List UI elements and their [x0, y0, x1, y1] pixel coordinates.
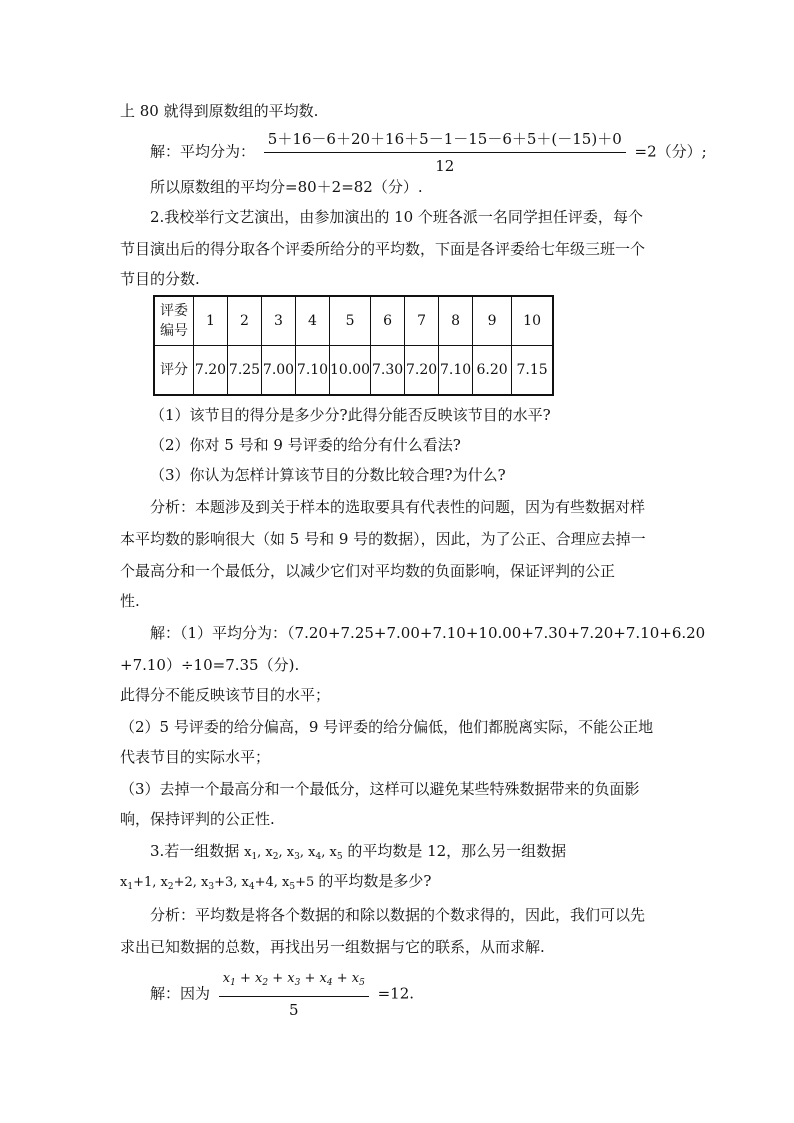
score-cell: 7.30 — [371, 346, 405, 396]
solution-result: =12. — [377, 984, 415, 1003]
score-cell: 7.10 — [439, 346, 473, 396]
text-line: 所以原数组的平均分=80＋2=82（分）. — [150, 178, 423, 196]
solution-line: 代表节目的实际水平； — [120, 748, 271, 766]
score-cell: 7.25 — [228, 346, 262, 396]
judge-number: 6 — [371, 296, 405, 346]
row-label: 评分 — [154, 346, 194, 396]
solution-line-1 — [150, 128, 707, 177]
solution-line: （2）5 号评委的给分偏高，9 号评委的给分偏低，他们都脱离实际，不能公正地 — [120, 718, 654, 736]
fraction — [219, 968, 369, 1021]
judge-number: 5 — [330, 296, 371, 346]
problem-2-line-3: 节目的分数. — [120, 270, 200, 288]
fraction — [264, 128, 626, 177]
score-cell: 7.00 — [262, 346, 296, 396]
solution-line: +7.10）÷10=7.35（分). — [120, 656, 300, 674]
problem-3-lead: 3.若一组数据 — [150, 842, 240, 860]
analysis-line: 分析：平均数是将各个数据的和除以数据的个数求得的，因此，我们可以先 — [150, 906, 646, 924]
judge-number: 10 — [512, 296, 554, 346]
solution-label: 解：平均分为： — [150, 142, 256, 161]
analysis-line: 求出已知数据的总数，再找出另一组数据与它的联系，从而求解. — [120, 938, 545, 956]
problem-2-line-2: 节目演出后的得分取各个评委所给分的平均数，下面是各评委给七年级三班一个 — [120, 240, 646, 258]
judge-number: 4 — [296, 296, 330, 346]
score-cell: 7.20 — [405, 346, 439, 396]
score-cell: 7.10 — [296, 346, 330, 396]
judge-number: 3 — [262, 296, 296, 346]
solution-line: 解：（1）平均分为：（7.20+7.25+7.00+7.10+10.00+7.30+7.20+7.10+6.20 — [150, 624, 706, 642]
judge-number: 1 — [194, 296, 228, 346]
analysis-line: 分析：本题涉及到关于样本的选取要具有代表性的问题，因为有些数据对样 — [150, 498, 646, 516]
fraction-numerator: 5＋16－6＋20＋16＋5－1－15－6＋5＋(－15)＋0 — [264, 128, 626, 153]
score-cell: 7.20 — [194, 346, 228, 396]
score-cell: 7.15 — [512, 346, 554, 396]
judge-number-row — [154, 296, 553, 346]
fraction-denominator: 5 — [289, 1001, 299, 1019]
solution-line: 响，保持评判的公正性. — [120, 810, 275, 828]
judge-number: 8 — [439, 296, 473, 346]
fraction-numerator: $x_1 + x_2 + x_3 + x_4 + x_5$ — [219, 968, 369, 997]
question-3: （3）你认为怎样计算该节目的分数比较合理?为什么? — [150, 466, 506, 484]
judge-number: 9 — [473, 296, 512, 346]
question-1: （1）该节目的得分是多少分?此得分能否反映该节目的水平? — [150, 406, 551, 424]
solution-label: 解：因为 — [150, 984, 211, 1003]
problem-2-line-1: 2.我校举行文艺演出，由参加演出的 10 个班各派一名同学担任评委，每个 — [150, 208, 643, 226]
score-cell: 6.20 — [473, 346, 512, 396]
problem-3-middle: 的平均数是 12，那么另一组数据 — [347, 842, 567, 860]
analysis-line: 个最高分和一个最低分，以减少它们对平均数的负面影响，保证评判的公正 — [120, 562, 616, 580]
fraction-denominator: 12 — [435, 157, 455, 175]
data-variables: $x_1$, $x_2$, $x_3$, $x_4$, $x_5$ — [244, 845, 343, 862]
header-label: 评委编号 — [154, 296, 194, 346]
solution-result: =2（分）; — [634, 142, 707, 161]
judge-number: 7 — [405, 296, 439, 346]
question-2: （2）你对 5 号和 9 号评委的给分有什么看法? — [150, 436, 461, 454]
score-cell: 10.00 — [330, 346, 371, 396]
score-row — [154, 346, 553, 396]
analysis-line: 性. — [120, 592, 140, 610]
final-solution-line — [150, 968, 414, 1021]
text-line: 上 80 就得到原数组的平均数. — [120, 102, 319, 120]
problem-3-question: 的平均数是多少? — [318, 872, 432, 890]
shifted-variables: $x_1+1$, $x_2+2$, $x_3+3$, $x_4+4$, $x_5+5$ — [120, 875, 319, 892]
problem-3-line-1 — [150, 840, 566, 868]
problem-3-line-2 — [120, 870, 431, 898]
solution-line: （3）去掉一个最高分和一个最低分，这样可以避免某些特殊数据带来的负面影 — [120, 780, 640, 798]
judge-number: 2 — [228, 296, 262, 346]
solution-line: 此得分不能反映该节目的水平； — [120, 686, 331, 704]
score-table — [153, 295, 554, 396]
analysis-line: 本平均数的影响很大（如 5 号和 9 号的数据），因此，为了公正、合理应去掉一 — [120, 530, 646, 548]
